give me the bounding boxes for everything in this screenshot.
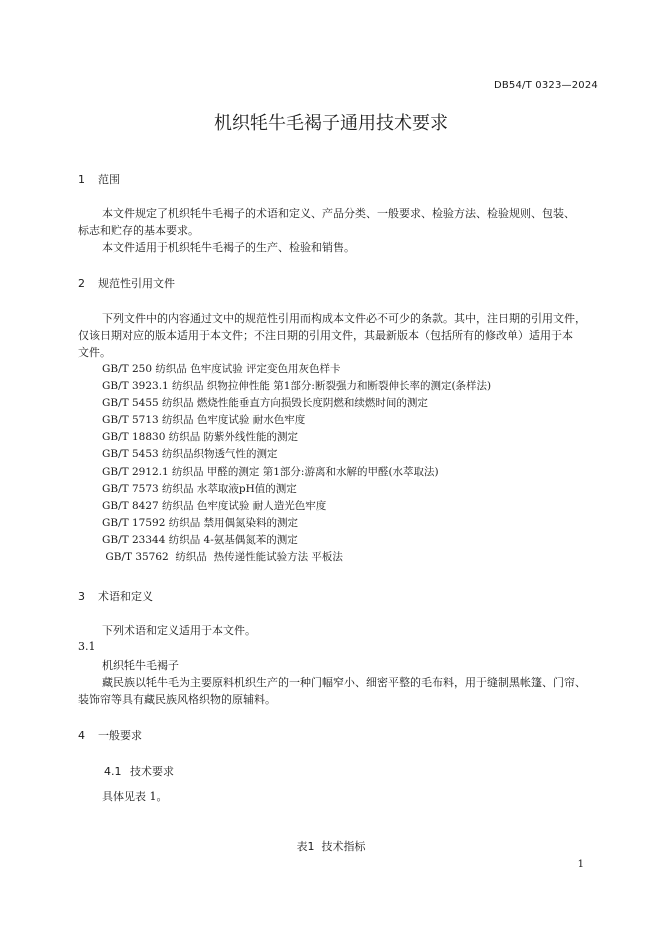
reference-item: GB/T 2912.1 纺织品 甲醛的测定 第1部分:游离和水解的甲醛(水萃取法) (102, 465, 439, 478)
page-number: 1 (577, 859, 584, 870)
reference-item: GB/T 5455 纺织品 燃烧性能垂直方向损毁长度阴燃和续燃时间的测定 (102, 397, 428, 410)
subsection-4-1-heading (104, 763, 174, 779)
reference-item: GB/T 35762 纺织品 热传递性能试验方法 平板法 (102, 551, 343, 564)
reference-item: GB/T 3923.1 纺织品 织物拉伸性能 第1部分:断裂强力和断裂伸长率的测定(条样法) (102, 380, 492, 393)
reference-item: GB/T 23344 纺织品 4-氨基偶氮苯的测定 (102, 533, 298, 546)
table-title: 技术指标 (321, 840, 366, 853)
section-title: 范围 (98, 173, 120, 186)
reference-list (102, 361, 491, 566)
reference-item: GB/T 5453 纺织品织物透气性的测定 (102, 448, 278, 461)
reference-item: GB/T 17592 纺织品 禁用偶氮染料的测定 (102, 516, 299, 529)
paragraph-line: 标志和贮存的基本要求。 (78, 224, 199, 237)
section-number: 2 (78, 277, 85, 290)
definition-line: 藏民族以牦牛毛为主要原料机织生产的一种门幅窄小、细密平整的毛布料，用于缝制黑帐篷、门帘、 (102, 676, 586, 689)
definition-line: 装饰帘等具有藏民族风格织物的原辅料。 (78, 693, 276, 706)
term-number: 3.1 (78, 640, 96, 653)
section-title: 术语和定义 (98, 590, 153, 603)
reference-item: GB/T 250 纺织品 色牢度试验 评定变色用灰色样卡 (102, 363, 341, 375)
subsection-title: 技术要求 (130, 765, 174, 778)
section-title: 规范性引用文件 (98, 277, 175, 290)
section-3-heading (78, 588, 153, 604)
paragraph-line: 本文件规定了机织牦牛毛褐子的术语和定义、产品分类、一般要求、检验方法、检验规则、包装、 (102, 207, 575, 220)
subsection-number: 4.1 (104, 765, 122, 778)
section-number: 4 (78, 729, 85, 742)
reference-item: GB/T 5713 纺织品 色牢度试验 耐水色牢度 (102, 414, 306, 427)
paragraph-line: 下列术语和定义适用于本文件。 (102, 624, 256, 637)
section-number: 1 (78, 173, 85, 186)
section-1-heading (78, 171, 120, 187)
reference-item: GB/T 7573 纺织品 水萃取液pH值的测定 (102, 482, 297, 495)
paragraph-line: 文件。 (78, 346, 111, 359)
section-number: 3 (78, 590, 85, 603)
reference-item: GB/T 8427 纺织品 色牢度试验 耐人造光色牢度 (102, 499, 327, 512)
paragraph-line: 本文件适用于机织牦牛毛褐子的生产、检验和销售。 (102, 241, 355, 254)
section-2-heading (78, 275, 175, 291)
document-title: 机织牦牛毛褐子通用技术要求 (214, 113, 448, 134)
paragraph-line: 下列文件中的内容通过文中的规范性引用而构成本文件必不可少的条款。其中，注日期的引用文件， (102, 312, 586, 325)
table-number: 表1 (296, 840, 315, 853)
paragraph-line: 具体见表 1。 (102, 790, 168, 803)
term-name: 机织牦牛毛褐子 (102, 659, 179, 672)
section-4-heading (78, 727, 142, 743)
section-title: 一般要求 (98, 729, 142, 742)
paragraph-line: 仅该日期对应的版本适用于本文件；不注日期的引用文件，其最新版本（包括所有的修改单）适用于本 (78, 329, 573, 342)
table-caption (0, 838, 662, 854)
reference-item: GB/T 18830 纺织品 防紫外线性能的测定 (102, 431, 299, 444)
standard-code: DB54/T 0323—2024 (493, 80, 598, 91)
